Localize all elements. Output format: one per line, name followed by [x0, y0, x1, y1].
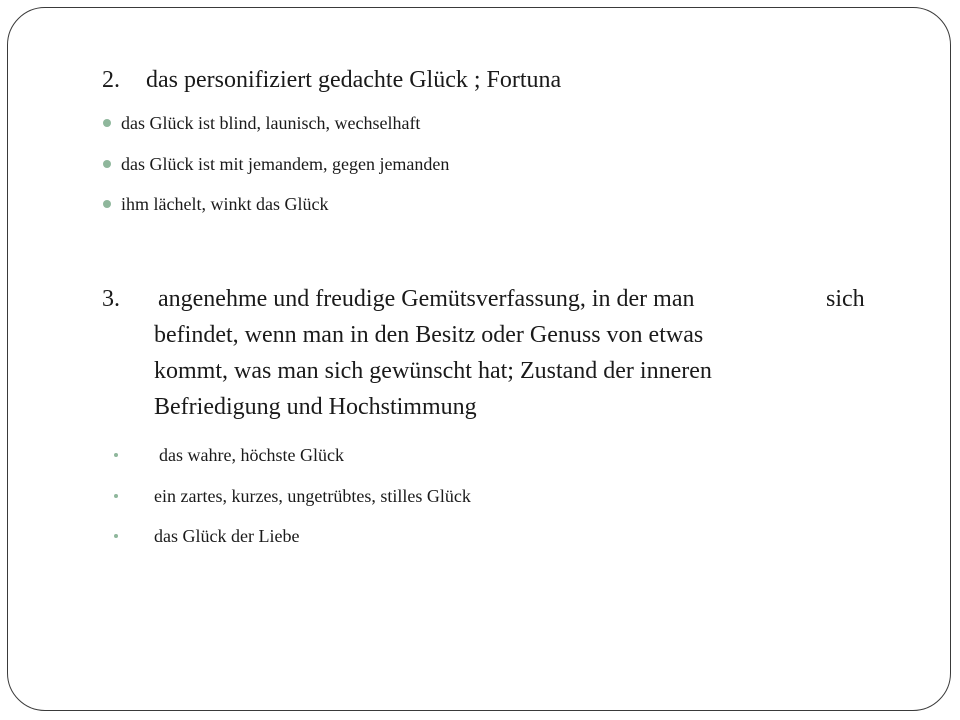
bullet-icon	[103, 119, 111, 127]
list-item-text: ein zartes, kurzes, ungetrübtes, stilles Glück	[154, 486, 471, 506]
bullet-icon	[103, 160, 111, 168]
list-item-text: das Glück ist mit jemandem, gegen jemanden	[121, 154, 450, 174]
section-3-heading-line	[102, 282, 865, 317]
section-2-number: 2.	[102, 67, 120, 93]
section-3-heading-line: Befriedigung und Hochstimmung	[154, 394, 477, 420]
bullet-icon	[103, 200, 111, 208]
section-3-heading-line: befindet, wenn man in den Besitz oder Genuss von etwas	[154, 322, 704, 348]
section-3-number: 3.	[102, 286, 120, 312]
section-3-title-part: sich	[826, 286, 865, 312]
list-item-text: ihm lächelt, winkt das Glück	[121, 194, 329, 214]
bullet-icon	[114, 534, 118, 538]
list-item-text: das Glück der Liebe	[154, 526, 300, 546]
section-2-title: das personifiziert gedachte Glück ; Fortuna	[146, 67, 562, 93]
bullet-icon	[114, 453, 118, 457]
list-item-text: das Glück ist blind, launisch, wechselhaft	[121, 113, 421, 133]
list-item-text: das wahre, höchste Glück	[159, 445, 344, 465]
section-3-heading-line: kommt, was man sich gewünscht hat; Zustand der inneren	[154, 358, 712, 384]
section-2-heading	[102, 63, 561, 98]
bullet-icon	[114, 494, 118, 498]
section-3-title-part: angenehme und freudige Gemütsverfassung, in der man	[158, 286, 695, 312]
